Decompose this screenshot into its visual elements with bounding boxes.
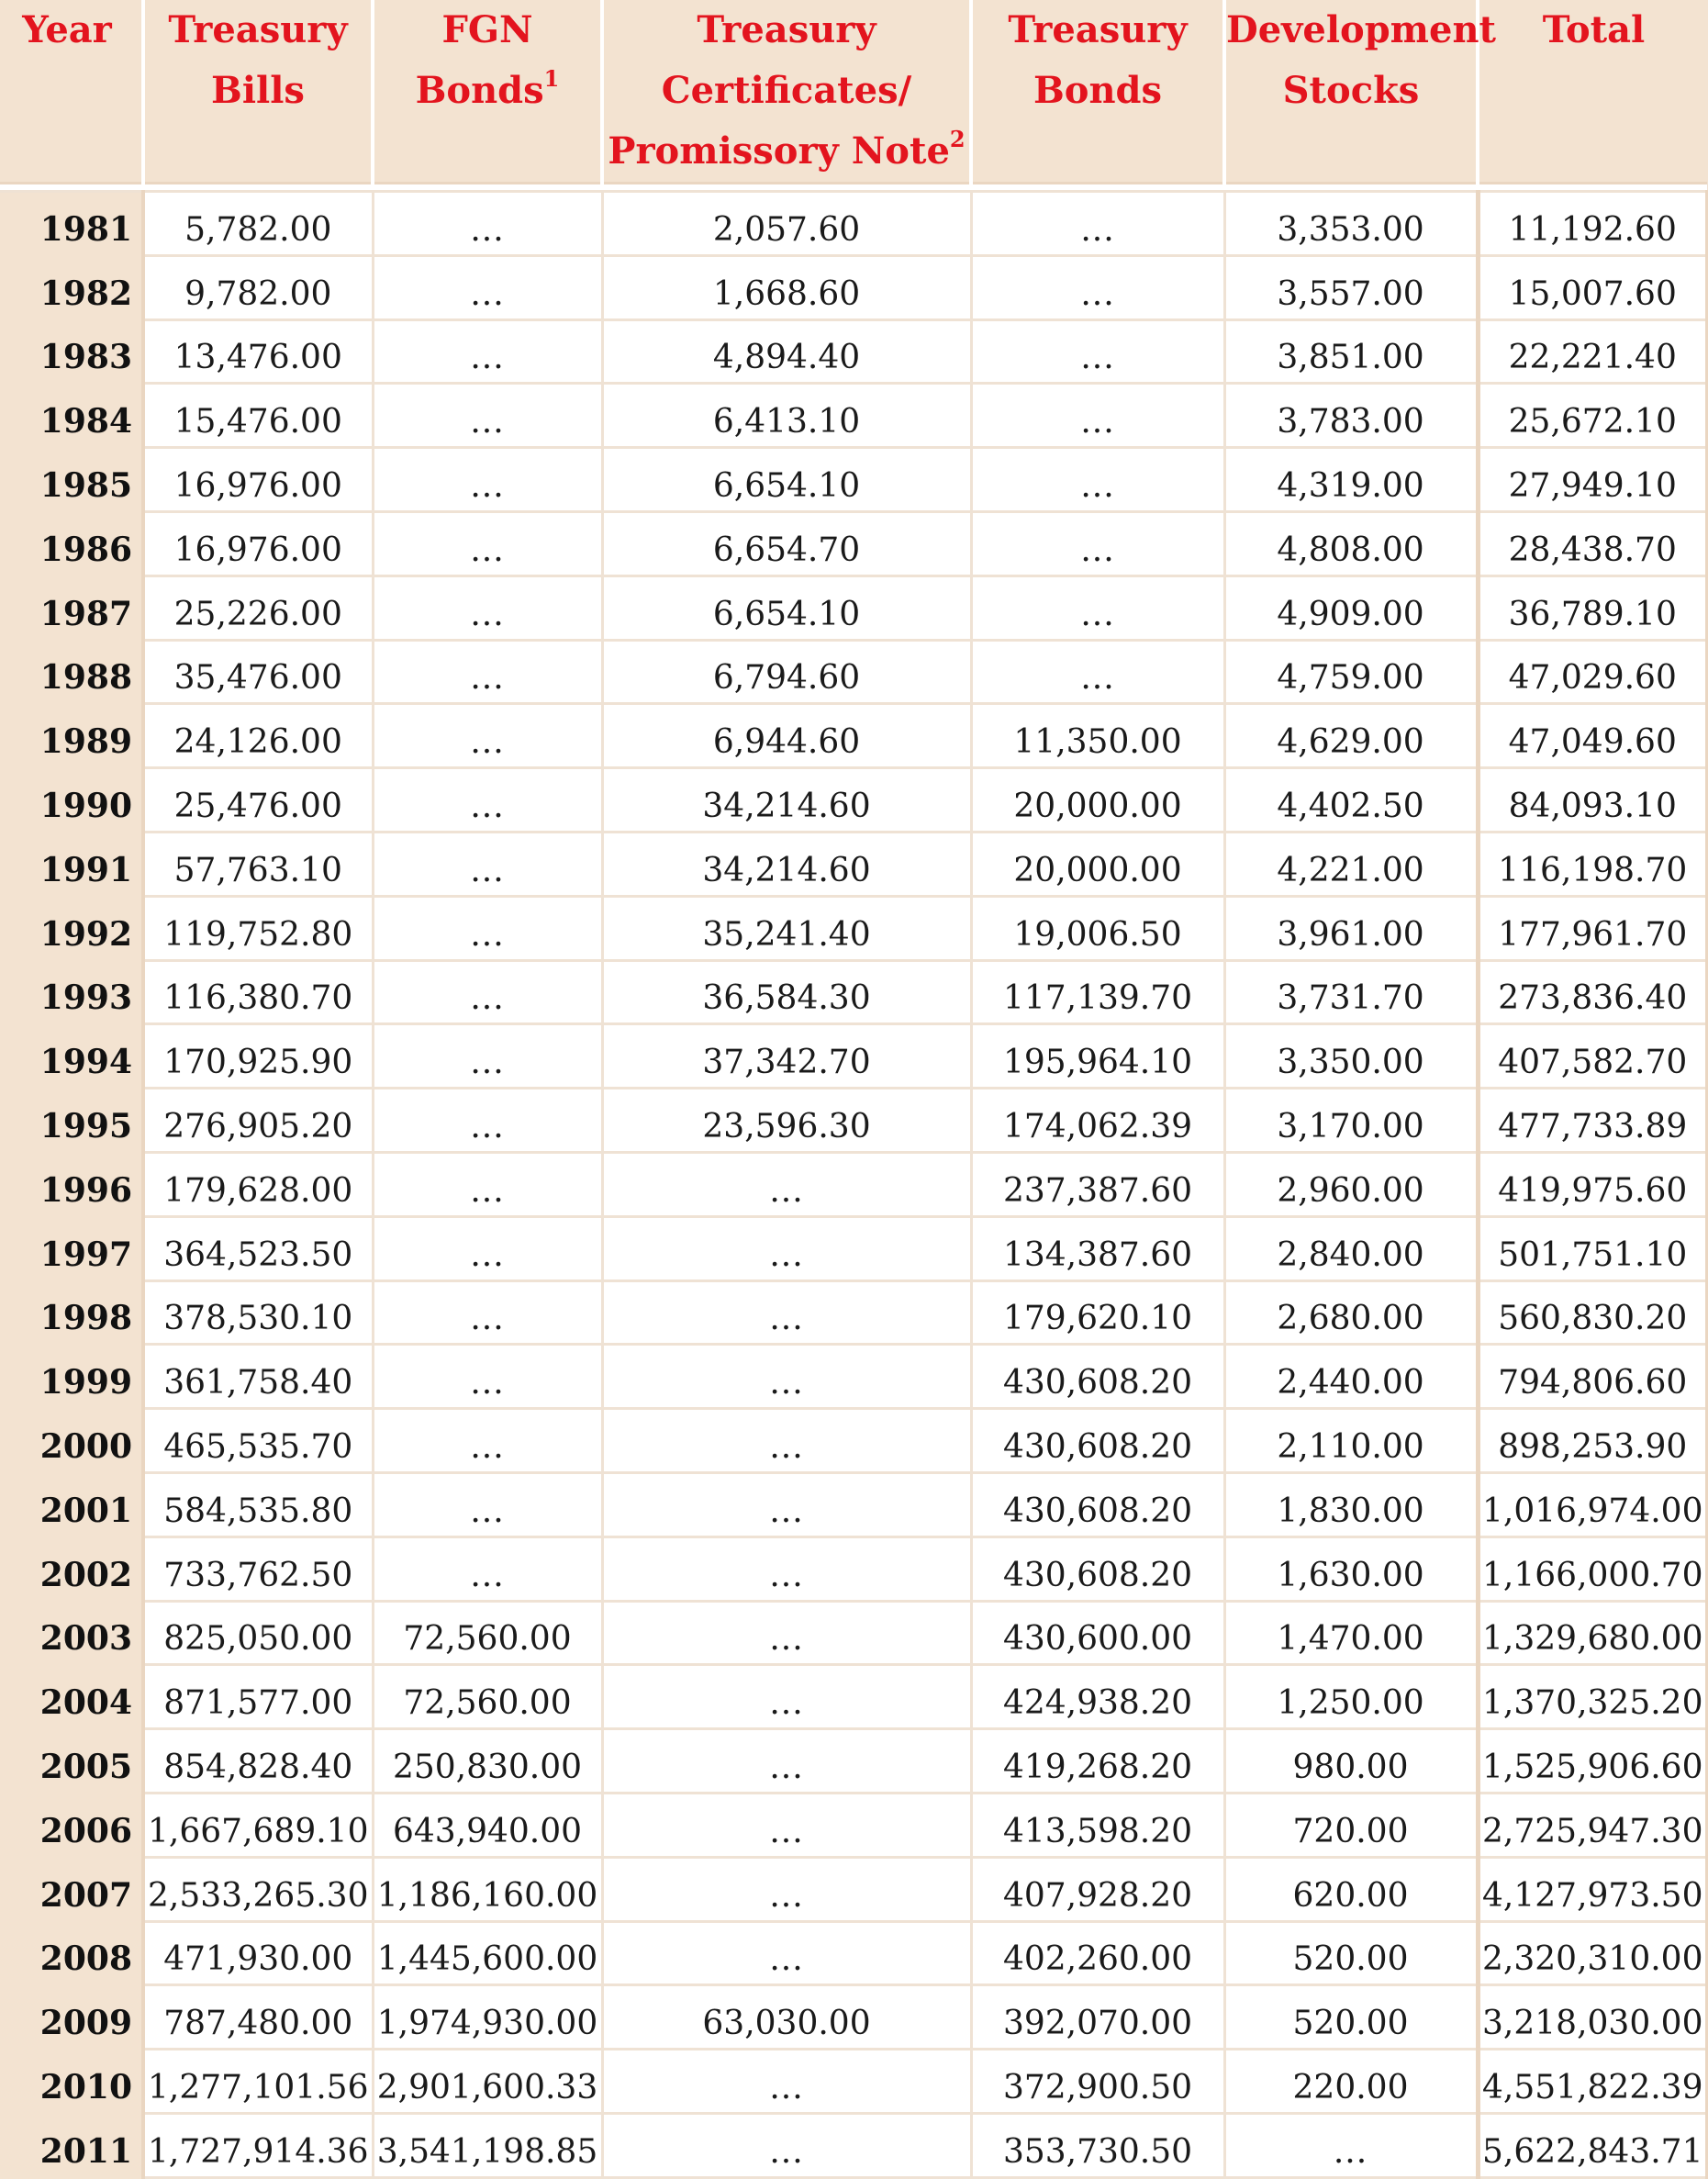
year-cell: 1991 — [0, 832, 143, 896]
cell-treasury-certificates: ... — [602, 1409, 971, 1473]
cell-treasury-certificates: 6,413.10 — [602, 384, 971, 448]
cell-development-stocks: 520.00 — [1224, 1985, 1478, 2050]
cell-treasury-bills: 854,828.40 — [143, 1729, 373, 1793]
cell-total: 1,166,000.70 — [1478, 1536, 1708, 1601]
cell-development-stocks: 3,851.00 — [1224, 319, 1478, 384]
cell-treasury-bills: 119,752.80 — [143, 896, 373, 960]
column-header-year — [0, 0, 143, 184]
cell-treasury-certificates: ... — [602, 1601, 971, 1665]
cell-fgn-bonds: 250,830.00 — [373, 1729, 602, 1793]
cell-development-stocks: 4,808.00 — [1224, 511, 1478, 575]
cell-fgn-bonds: ... — [373, 1409, 602, 1473]
footnote-marker: 2 — [949, 125, 966, 152]
cell-development-stocks: 2,110.00 — [1224, 1409, 1478, 1473]
cell-treasury-certificates: 6,654.10 — [602, 575, 971, 640]
year-cell: 2011 — [0, 2113, 143, 2177]
cell-treasury-bills: 787,480.00 — [143, 1985, 373, 2050]
cell-treasury-certificates: ... — [602, 1665, 971, 1729]
cell-fgn-bonds: ... — [373, 1280, 602, 1345]
column-header-line: Bills — [211, 69, 305, 112]
cell-fgn-bonds: ... — [373, 575, 602, 640]
column-header-total — [1478, 0, 1708, 184]
cell-fgn-bonds: 2,901,600.33 — [373, 2050, 602, 2114]
cell-development-stocks: 520.00 — [1224, 1921, 1478, 1985]
year-cell: 2010 — [0, 2050, 143, 2114]
cell-fgn-bonds: ... — [373, 511, 602, 575]
cell-treasury-certificates: ... — [602, 1793, 971, 1857]
cell-treasury-certificates: 2,057.60 — [602, 192, 971, 256]
cell-treasury-certificates: 63,030.00 — [602, 1985, 971, 2050]
year-cell: 1988 — [0, 640, 143, 704]
cell-fgn-bonds: 643,940.00 — [373, 1793, 602, 1857]
cell-treasury-bonds: 372,900.50 — [971, 2050, 1224, 2114]
year-cell: 1992 — [0, 896, 143, 960]
cell-treasury-certificates: 6,654.70 — [602, 511, 971, 575]
cell-development-stocks: 1,630.00 — [1224, 1536, 1478, 1601]
year-cell: 2007 — [0, 1857, 143, 1921]
year-cell: 2003 — [0, 1601, 143, 1665]
table-row — [0, 1793, 1708, 1857]
cell-treasury-certificates: 6,944.60 — [602, 704, 971, 768]
cell-treasury-bills: 364,523.50 — [143, 1216, 373, 1280]
table-row — [0, 1089, 1708, 1153]
cell-treasury-bonds: 195,964.10 — [971, 1024, 1224, 1089]
table-row — [0, 255, 1708, 319]
cell-treasury-bills: 465,535.70 — [143, 1409, 373, 1473]
table-row — [0, 896, 1708, 960]
cell-total: 2,725,947.30 — [1478, 1793, 1708, 1857]
cell-treasury-certificates: ... — [602, 2113, 971, 2177]
cell-development-stocks: 620.00 — [1224, 1857, 1478, 1921]
cell-treasury-bills: 16,976.00 — [143, 511, 373, 575]
table-row — [0, 704, 1708, 768]
cell-development-stocks: 220.00 — [1224, 2050, 1478, 2114]
cell-treasury-bonds: 407,928.20 — [971, 1857, 1224, 1921]
cell-fgn-bonds: ... — [373, 832, 602, 896]
year-cell: 1995 — [0, 1089, 143, 1153]
table-row — [0, 1345, 1708, 1409]
cell-treasury-bonds: 430,608.20 — [971, 1472, 1224, 1536]
cell-treasury-bills: 1,727,914.36 — [143, 2113, 373, 2177]
year-cell: 2004 — [0, 1665, 143, 1729]
cell-treasury-bonds: 353,730.50 — [971, 2113, 1224, 2177]
cell-fgn-bonds: 1,974,930.00 — [373, 1985, 602, 2050]
table-row — [0, 1857, 1708, 1921]
divider-cell — [0, 184, 1708, 192]
year-cell: 2009 — [0, 1985, 143, 2050]
year-cell: 2000 — [0, 1409, 143, 1473]
column-header-line: Certificates/ — [661, 69, 912, 112]
cell-treasury-bonds: ... — [971, 255, 1224, 319]
cell-fgn-bonds: ... — [373, 704, 602, 768]
column-header-line: Year — [22, 8, 112, 51]
cell-treasury-bills: 378,530.10 — [143, 1280, 373, 1345]
cell-treasury-bonds: 430,600.00 — [971, 1601, 1224, 1665]
cell-treasury-certificates: 36,584.30 — [602, 960, 971, 1024]
cell-fgn-bonds: ... — [373, 896, 602, 960]
cell-development-stocks: 980.00 — [1224, 1729, 1478, 1793]
column-header-line: Development — [1226, 8, 1497, 51]
cell-treasury-certificates: ... — [602, 1216, 971, 1280]
column-header-treasury-bonds — [971, 0, 1224, 184]
cell-total: 407,582.70 — [1478, 1024, 1708, 1089]
cell-total: 22,221.40 — [1478, 319, 1708, 384]
column-header-line: Bonds — [415, 69, 544, 112]
cell-development-stocks: 4,629.00 — [1224, 704, 1478, 768]
cell-development-stocks: 4,909.00 — [1224, 575, 1478, 640]
cell-treasury-bonds: 237,387.60 — [971, 1152, 1224, 1216]
cell-treasury-bills: 15,476.00 — [143, 384, 373, 448]
year-cell: 1982 — [0, 255, 143, 319]
cell-treasury-certificates: 35,241.40 — [602, 896, 971, 960]
cell-development-stocks: 2,960.00 — [1224, 1152, 1478, 1216]
cell-development-stocks: 3,783.00 — [1224, 384, 1478, 448]
cell-treasury-bills: 2,533,265.30 — [143, 1857, 373, 1921]
cell-total: 177,961.70 — [1478, 896, 1708, 960]
cell-treasury-certificates: 34,214.60 — [602, 832, 971, 896]
cell-development-stocks: 3,350.00 — [1224, 1024, 1478, 1089]
cell-total: 1,016,974.00 — [1478, 1472, 1708, 1536]
cell-treasury-bonds: 424,938.20 — [971, 1665, 1224, 1729]
table-row — [0, 1152, 1708, 1216]
year-cell: 1997 — [0, 1216, 143, 1280]
year-cell: 1996 — [0, 1152, 143, 1216]
table-row — [0, 1536, 1708, 1601]
year-cell: 1989 — [0, 704, 143, 768]
cell-treasury-certificates: ... — [602, 1536, 971, 1601]
cell-development-stocks: 3,961.00 — [1224, 896, 1478, 960]
table-row — [0, 1472, 1708, 1536]
cell-treasury-bonds: 430,608.20 — [971, 1345, 1224, 1409]
cell-treasury-certificates: 6,654.10 — [602, 448, 971, 512]
cell-treasury-certificates: 23,596.30 — [602, 1089, 971, 1153]
year-cell: 1987 — [0, 575, 143, 640]
cell-treasury-bonds: 430,608.20 — [971, 1536, 1224, 1601]
cell-treasury-bills: 116,380.70 — [143, 960, 373, 1024]
cell-development-stocks: 3,353.00 — [1224, 192, 1478, 256]
cell-treasury-bills: 733,762.50 — [143, 1536, 373, 1601]
table-row — [0, 2050, 1708, 2114]
year-cell: 1999 — [0, 1345, 143, 1409]
cell-fgn-bonds: ... — [373, 1152, 602, 1216]
cell-development-stocks: 2,680.00 — [1224, 1280, 1478, 1345]
table-row — [0, 640, 1708, 704]
cell-total: 84,093.10 — [1478, 768, 1708, 832]
year-cell: 1990 — [0, 768, 143, 832]
cell-treasury-bonds: 419,268.20 — [971, 1729, 1224, 1793]
cell-treasury-bills: 35,476.00 — [143, 640, 373, 704]
cell-fgn-bonds: ... — [373, 384, 602, 448]
year-cell: 1981 — [0, 192, 143, 256]
year-cell: 1986 — [0, 511, 143, 575]
cell-treasury-bonds: 174,062.39 — [971, 1089, 1224, 1153]
cell-treasury-bills: 25,226.00 — [143, 575, 373, 640]
cell-fgn-bonds: ... — [373, 448, 602, 512]
cell-treasury-bills: 13,476.00 — [143, 319, 373, 384]
cell-total: 4,551,822.39 — [1478, 2050, 1708, 2114]
year-cell: 2001 — [0, 1472, 143, 1536]
cell-treasury-certificates: ... — [602, 1857, 971, 1921]
column-header-line: Stocks — [1282, 69, 1420, 112]
table-row — [0, 1216, 1708, 1280]
cell-development-stocks: 3,170.00 — [1224, 1089, 1478, 1153]
cell-treasury-bills: 871,577.00 — [143, 1665, 373, 1729]
cell-treasury-certificates: ... — [602, 1921, 971, 1985]
column-header-line: FGN — [441, 8, 533, 51]
cell-treasury-certificates: ... — [602, 1280, 971, 1345]
cell-treasury-certificates: 37,342.70 — [602, 1024, 971, 1089]
cell-development-stocks: 1,830.00 — [1224, 1472, 1478, 1536]
cell-total: 47,029.60 — [1478, 640, 1708, 704]
cell-total: 27,949.10 — [1478, 448, 1708, 512]
cell-total: 4,127,973.50 — [1478, 1857, 1708, 1921]
cell-development-stocks: 1,250.00 — [1224, 1665, 1478, 1729]
table-row — [0, 1409, 1708, 1473]
cell-treasury-certificates: 1,668.60 — [602, 255, 971, 319]
cell-treasury-bills: 5,782.00 — [143, 192, 373, 256]
column-header-treasury-bills — [143, 0, 373, 184]
cell-treasury-bills: 179,628.00 — [143, 1152, 373, 1216]
cell-development-stocks: 2,840.00 — [1224, 1216, 1478, 1280]
cell-total: 560,830.20 — [1478, 1280, 1708, 1345]
cell-total: 501,751.10 — [1478, 1216, 1708, 1280]
table-row — [0, 511, 1708, 575]
cell-development-stocks: 3,557.00 — [1224, 255, 1478, 319]
cell-treasury-bonds: 20,000.00 — [971, 832, 1224, 896]
cell-fgn-bonds: ... — [373, 768, 602, 832]
cell-treasury-certificates: ... — [602, 1472, 971, 1536]
column-header-line: Promissory Note — [608, 129, 950, 173]
cell-treasury-bonds: ... — [971, 384, 1224, 448]
column-header-development-stocks — [1224, 0, 1497, 184]
cell-treasury-bonds: ... — [971, 511, 1224, 575]
column-header-treasury-certificates — [602, 0, 971, 184]
cell-fgn-bonds: ... — [373, 1089, 602, 1153]
table-row — [0, 1921, 1708, 1985]
table-row — [0, 448, 1708, 512]
year-cell: 1985 — [0, 448, 143, 512]
cell-treasury-bills: 57,763.10 — [143, 832, 373, 896]
table-row — [0, 319, 1708, 384]
cell-treasury-bills: 1,667,689.10 — [143, 1793, 373, 1857]
cell-treasury-bonds: 402,260.00 — [971, 1921, 1224, 1985]
cell-total: 898,253.90 — [1478, 1409, 1708, 1473]
cell-total: 419,975.60 — [1478, 1152, 1708, 1216]
cell-treasury-bonds: ... — [971, 192, 1224, 256]
cell-treasury-bills: 24,126.00 — [143, 704, 373, 768]
cell-total: 36,789.10 — [1478, 575, 1708, 640]
cell-treasury-bonds: 20,000.00 — [971, 768, 1224, 832]
column-header-line: Treasury — [168, 8, 348, 51]
cell-treasury-certificates: 4,894.40 — [602, 319, 971, 384]
cell-development-stocks: 4,221.00 — [1224, 832, 1478, 896]
cell-treasury-bills: 825,050.00 — [143, 1601, 373, 1665]
cell-treasury-certificates: ... — [602, 1152, 971, 1216]
table-row — [0, 1665, 1708, 1729]
cell-development-stocks: 2,440.00 — [1224, 1345, 1478, 1409]
cell-total: 1,329,680.00 — [1478, 1601, 1708, 1665]
table-row — [0, 575, 1708, 640]
cell-treasury-bonds: 392,070.00 — [971, 1985, 1224, 2050]
header-divider — [0, 184, 1708, 192]
cell-treasury-bonds: 179,620.10 — [971, 1280, 1224, 1345]
cell-treasury-bills: 276,905.20 — [143, 1089, 373, 1153]
table-row — [0, 960, 1708, 1024]
cell-treasury-certificates: ... — [602, 1345, 971, 1409]
cell-treasury-bills: 1,277,101.56 — [143, 2050, 373, 2114]
column-header-line: Total — [1542, 8, 1646, 51]
cell-fgn-bonds: ... — [373, 192, 602, 256]
table-row — [0, 192, 1708, 256]
cell-treasury-bills: 584,535.80 — [143, 1472, 373, 1536]
cell-total: 1,525,906.60 — [1478, 1729, 1708, 1793]
cell-treasury-bonds: ... — [971, 448, 1224, 512]
table-header — [0, 0, 1708, 184]
cell-development-stocks: 4,759.00 — [1224, 640, 1478, 704]
cell-development-stocks: 4,319.00 — [1224, 448, 1478, 512]
cell-fgn-bonds: ... — [373, 1024, 602, 1089]
year-cell: 1983 — [0, 319, 143, 384]
cell-treasury-bills: 9,782.00 — [143, 255, 373, 319]
table-row — [0, 1024, 1708, 1089]
table-row — [0, 768, 1708, 832]
cell-treasury-certificates: 6,794.60 — [602, 640, 971, 704]
table-body — [0, 184, 1708, 2178]
table-row — [0, 1729, 1708, 1793]
cell-fgn-bonds: ... — [373, 1216, 602, 1280]
year-cell: 1994 — [0, 1024, 143, 1089]
header-row — [0, 0, 1708, 184]
cell-fgn-bonds: ... — [373, 1345, 602, 1409]
year-cell: 2008 — [0, 1921, 143, 1985]
cell-total: 477,733.89 — [1478, 1089, 1708, 1153]
cell-development-stocks: ... — [1224, 2113, 1478, 2177]
cell-total: 273,836.40 — [1478, 960, 1708, 1024]
column-header-line: Bonds — [1033, 69, 1163, 112]
cell-treasury-bonds: 413,598.20 — [971, 1793, 1224, 1857]
cell-treasury-bills: 170,925.90 — [143, 1024, 373, 1089]
cell-development-stocks: 4,402.50 — [1224, 768, 1478, 832]
table-row — [0, 1280, 1708, 1345]
cell-treasury-bonds: 134,387.60 — [971, 1216, 1224, 1280]
cell-development-stocks: 1,470.00 — [1224, 1601, 1478, 1665]
cell-fgn-bonds: ... — [373, 960, 602, 1024]
cell-total: 47,049.60 — [1478, 704, 1708, 768]
cell-treasury-certificates: ... — [602, 1729, 971, 1793]
year-cell: 2006 — [0, 1793, 143, 1857]
cell-treasury-bonds: 19,006.50 — [971, 896, 1224, 960]
cell-fgn-bonds: 72,560.00 — [373, 1601, 602, 1665]
table-row — [0, 384, 1708, 448]
cell-treasury-bonds: 11,350.00 — [971, 704, 1224, 768]
cell-treasury-bills: 16,976.00 — [143, 448, 373, 512]
cell-total: 3,218,030.00 — [1478, 1985, 1708, 2050]
cell-treasury-bonds: 117,139.70 — [971, 960, 1224, 1024]
table-row — [0, 1985, 1708, 2050]
cell-total: 1,370,325.20 — [1478, 1665, 1708, 1729]
footnote-marker: 1 — [543, 64, 560, 92]
cell-treasury-certificates: 34,214.60 — [602, 768, 971, 832]
cell-fgn-bonds: 3,541,198.85 — [373, 2113, 602, 2177]
cell-total: 2,320,310.00 — [1478, 1921, 1708, 1985]
cell-development-stocks: 3,731.70 — [1224, 960, 1478, 1024]
cell-fgn-bonds: 1,186,160.00 — [373, 1857, 602, 1921]
cell-fgn-bonds: ... — [373, 255, 602, 319]
cell-fgn-bonds: ... — [373, 640, 602, 704]
table-row — [0, 2113, 1708, 2177]
cell-total: 5,622,843.71 — [1478, 2113, 1708, 2177]
year-cell: 1993 — [0, 960, 143, 1024]
cell-total: 25,672.10 — [1478, 384, 1708, 448]
cell-treasury-bills: 471,930.00 — [143, 1921, 373, 1985]
cell-fgn-bonds: ... — [373, 319, 602, 384]
year-cell: 2002 — [0, 1536, 143, 1601]
cell-development-stocks: 720.00 — [1224, 1793, 1478, 1857]
cell-treasury-bills: 361,758.40 — [143, 1345, 373, 1409]
cell-treasury-bonds: 430,608.20 — [971, 1409, 1224, 1473]
cell-treasury-bills: 25,476.00 — [143, 768, 373, 832]
cell-total: 11,192.60 — [1478, 192, 1708, 256]
cell-treasury-bonds: ... — [971, 319, 1224, 384]
cell-total: 794,806.60 — [1478, 1345, 1708, 1409]
cell-treasury-bonds: ... — [971, 575, 1224, 640]
column-header-line: Treasury — [1008, 8, 1188, 51]
cell-treasury-certificates: ... — [602, 2050, 971, 2114]
column-header-line: Treasury — [697, 8, 876, 51]
cell-fgn-bonds: ... — [373, 1536, 602, 1601]
year-cell: 2005 — [0, 1729, 143, 1793]
cell-fgn-bonds: ... — [373, 1472, 602, 1536]
cell-fgn-bonds: 72,560.00 — [373, 1665, 602, 1729]
cell-fgn-bonds: 1,445,600.00 — [373, 1921, 602, 1985]
year-cell: 1998 — [0, 1280, 143, 1345]
cell-total: 116,198.70 — [1478, 832, 1708, 896]
table-row — [0, 832, 1708, 896]
cell-total: 28,438.70 — [1478, 511, 1708, 575]
cell-total: 15,007.60 — [1478, 255, 1708, 319]
cell-treasury-bonds: ... — [971, 640, 1224, 704]
year-cell: 1984 — [0, 384, 143, 448]
column-header-fgn-bonds — [373, 0, 602, 184]
table-row — [0, 1601, 1708, 1665]
